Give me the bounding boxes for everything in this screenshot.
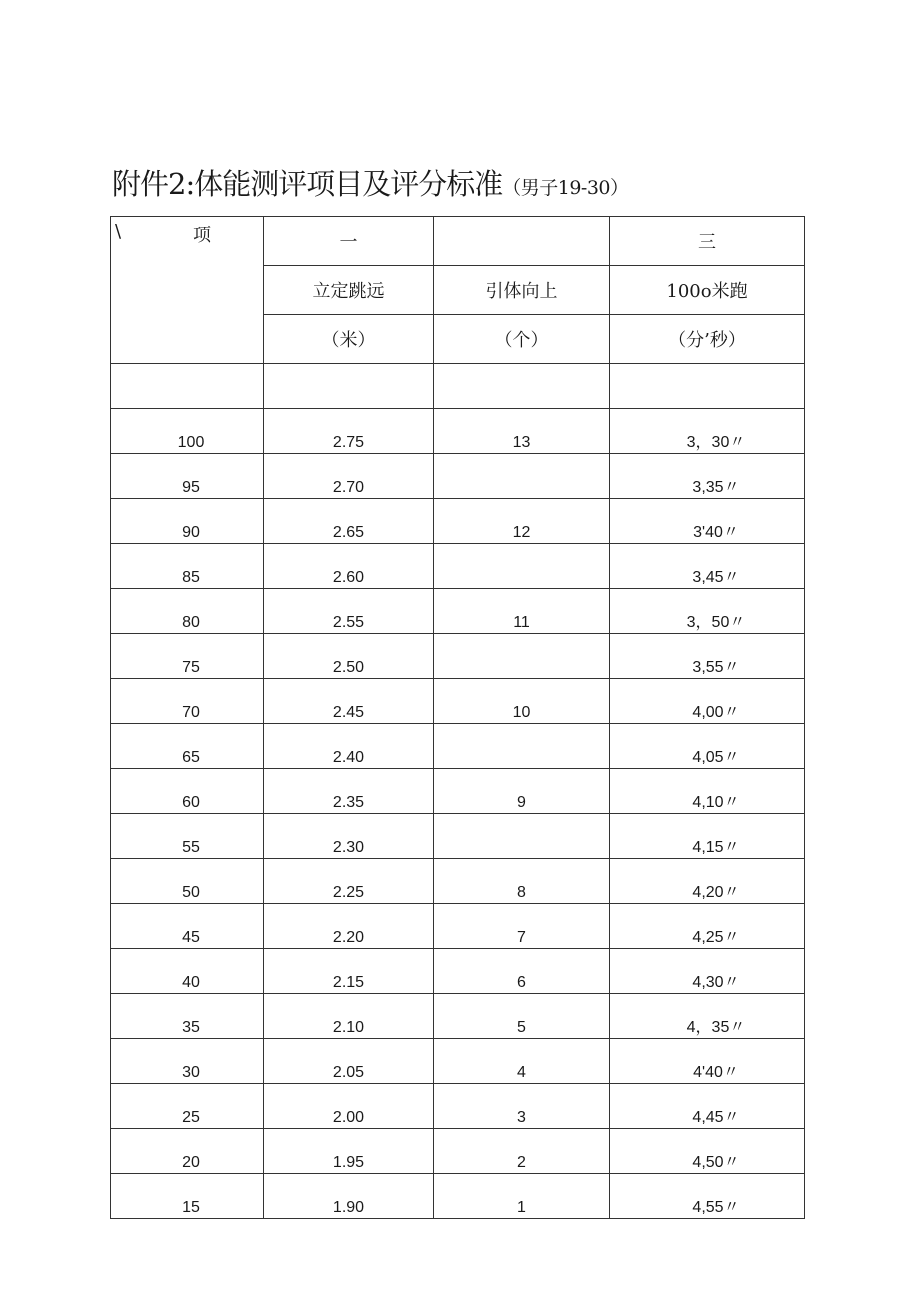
header-item-standing-jump: 立定跳远	[264, 266, 434, 315]
jump-cell: 2.45	[264, 679, 434, 724]
jump-cell: 2.15	[264, 949, 434, 994]
jump-cell: 2.20	[264, 904, 434, 949]
jump-cell: 1.90	[264, 1174, 434, 1219]
run-cell: 4,45〃	[610, 1084, 805, 1129]
jump-cell: 1.95	[264, 1129, 434, 1174]
score-cell: 30	[111, 1039, 264, 1084]
score-cell: 90	[111, 499, 264, 544]
pullup-cell: 10	[434, 679, 610, 724]
table-row	[111, 994, 805, 1039]
table-row	[111, 904, 805, 949]
pullup-cell	[434, 634, 610, 679]
jump-cell: 2.50	[264, 634, 434, 679]
score-cell: 50	[111, 859, 264, 904]
table-row	[111, 1084, 805, 1129]
table-row	[111, 769, 805, 814]
table-row	[111, 634, 805, 679]
score-cell: 20	[111, 1129, 264, 1174]
score-cell: 15	[111, 1174, 264, 1219]
pullup-cell: 7	[434, 904, 610, 949]
pullup-cell: 8	[434, 859, 610, 904]
score-cell: 65	[111, 724, 264, 769]
pullup-cell: 4	[434, 1039, 610, 1084]
table-row	[111, 1129, 805, 1174]
corner-cell	[111, 217, 264, 364]
jump-cell	[264, 364, 434, 409]
jump-cell: 2.30	[264, 814, 434, 859]
table-row	[111, 499, 805, 544]
header-item-pullup: 引体向上	[434, 266, 610, 315]
score-cell: 55	[111, 814, 264, 859]
score-cell: 60	[111, 769, 264, 814]
score-cell: 75	[111, 634, 264, 679]
jump-cell: 2.55	[264, 589, 434, 634]
run-cell	[610, 364, 805, 409]
jump-cell: 2.25	[264, 859, 434, 904]
table-row	[111, 814, 805, 859]
header-item-run: 100o米跑	[610, 266, 805, 315]
jump-cell: 2.65	[264, 499, 434, 544]
score-cell: 85	[111, 544, 264, 589]
header-row-numbers	[111, 217, 805, 266]
run-cell: 4，35〃	[610, 994, 805, 1039]
table-row	[111, 454, 805, 499]
run-cell: 4'40〃	[610, 1039, 805, 1084]
table-row	[111, 679, 805, 724]
pullup-cell: 5	[434, 994, 610, 1039]
pullup-cell: 6	[434, 949, 610, 994]
header-unit-meters: （米）	[264, 315, 434, 364]
run-cell: 4,05〃	[610, 724, 805, 769]
jump-cell: 2.10	[264, 994, 434, 1039]
table-row	[111, 1174, 805, 1219]
table-row	[111, 409, 805, 454]
score-cell: 35	[111, 994, 264, 1039]
header-number-3: 三	[610, 217, 805, 266]
run-cell: 4,25〃	[610, 904, 805, 949]
pullup-cell: 2	[434, 1129, 610, 1174]
scoring-table	[110, 216, 805, 1219]
corner-label: 项	[193, 225, 211, 246]
score-cell: 100	[111, 409, 264, 454]
table-row	[111, 364, 805, 409]
pullup-cell	[434, 454, 610, 499]
run-cell: 3,35〃	[610, 454, 805, 499]
score-cell: 70	[111, 679, 264, 724]
table-row	[111, 589, 805, 634]
page-title	[112, 167, 629, 201]
score-cell: 95	[111, 454, 264, 499]
table-row	[111, 949, 805, 994]
pullup-cell: 13	[434, 409, 610, 454]
run-cell: 4,50〃	[610, 1129, 805, 1174]
run-cell: 4,15〃	[610, 814, 805, 859]
header-number-1: 一	[264, 217, 434, 266]
table-row	[111, 544, 805, 589]
score-cell: 80	[111, 589, 264, 634]
title-subtitle: （男子19-30）	[502, 177, 629, 199]
jump-cell: 2.35	[264, 769, 434, 814]
jump-cell: 2.60	[264, 544, 434, 589]
pullup-cell: 12	[434, 499, 610, 544]
title-main: 附件2:体能测评项目及评分标准	[112, 167, 503, 201]
run-cell: 4,20〃	[610, 859, 805, 904]
run-cell: 3,45〃	[610, 544, 805, 589]
jump-cell: 2.05	[264, 1039, 434, 1084]
pullup-cell: 3	[434, 1084, 610, 1129]
header-number-2	[434, 217, 610, 266]
score-cell: 40	[111, 949, 264, 994]
header-unit-time: （分’秒）	[610, 315, 805, 364]
jump-cell: 2.75	[264, 409, 434, 454]
score-cell	[111, 364, 264, 409]
pullup-cell	[434, 544, 610, 589]
jump-cell: 2.70	[264, 454, 434, 499]
pullup-cell: 11	[434, 589, 610, 634]
table-row	[111, 1039, 805, 1084]
jump-cell: 2.40	[264, 724, 434, 769]
run-cell: 4,00〃	[610, 679, 805, 724]
pullup-cell	[434, 724, 610, 769]
pullup-cell	[434, 814, 610, 859]
run-cell: 3，50〃	[610, 589, 805, 634]
score-cell: 25	[111, 1084, 264, 1129]
pullup-cell	[434, 364, 610, 409]
jump-cell: 2.00	[264, 1084, 434, 1129]
run-cell: 3'40〃	[610, 499, 805, 544]
pullup-cell: 1	[434, 1174, 610, 1219]
run-cell: 3，30〃	[610, 409, 805, 454]
header-unit-count: （个）	[434, 315, 610, 364]
run-cell: 4,10〃	[610, 769, 805, 814]
run-cell: 4,30〃	[610, 949, 805, 994]
run-cell: 4,55〃	[610, 1174, 805, 1219]
corner-slash: \	[115, 221, 122, 242]
pullup-cell: 9	[434, 769, 610, 814]
table-row	[111, 859, 805, 904]
score-cell: 45	[111, 904, 264, 949]
table-row	[111, 724, 805, 769]
run-cell: 3,55〃	[610, 634, 805, 679]
